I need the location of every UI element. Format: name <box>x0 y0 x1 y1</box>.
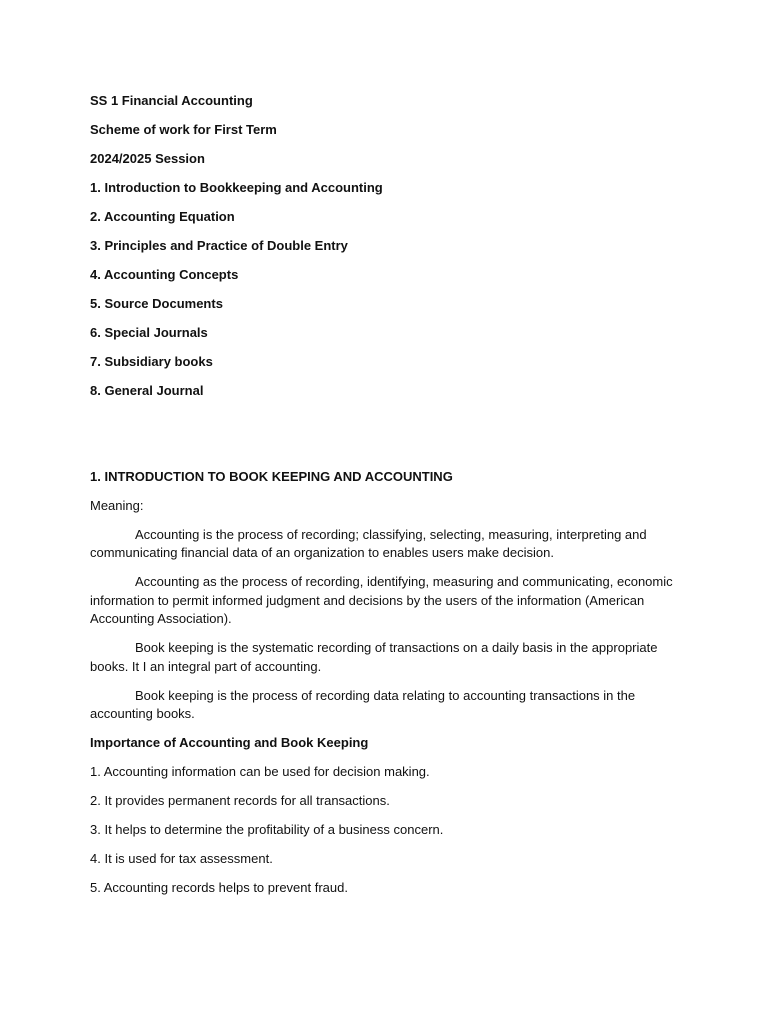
session-label: 2024/2025 Session <box>90 151 205 166</box>
definition-paragraph: Accounting is the process of recording; classifying, selecting, measuring, interpreting and communicating financial data of an organization to enables users make decision. <box>90 526 647 560</box>
importance-item: 1. Accounting information can be used for decision making. <box>90 764 430 779</box>
definition-paragraph: Book keeping is the systematic recording of transactions on a daily basis in the appropriate books. It I an integral part of accounting. <box>90 640 658 674</box>
scheme-item: 5. Source Documents <box>90 296 223 311</box>
scheme-list <box>90 179 680 401</box>
scheme-item: 1. Introduction to Bookkeeping and Accounting <box>90 180 383 195</box>
scheme-item: 7. Subsidiary books <box>90 354 213 369</box>
document-subtitle: Scheme of work for First Term <box>90 122 277 137</box>
scheme-item: 8. General Journal <box>90 383 204 398</box>
definition-paragraph: Book keeping is the process of recording data relating to accounting transactions in the accounting books. <box>90 687 636 721</box>
importance-item: 2. It provides permanent records for all transactions. <box>90 793 390 808</box>
importance-item: 3. It helps to determine the profitability of a business concern. <box>90 822 444 837</box>
importance-item: 4. It is used for tax assessment. <box>90 851 273 866</box>
document-content <box>90 92 680 908</box>
importance-item: 5. Accounting records helps to prevent fraud. <box>90 880 348 895</box>
scheme-item: 3. Principles and Practice of Double Entry <box>90 238 348 253</box>
importance-heading: Importance of Accounting and Book Keeping <box>90 735 369 750</box>
scheme-item: 4. Accounting Concepts <box>90 267 239 282</box>
section-heading: 1. INTRODUCTION TO BOOK KEEPING AND ACCOUNTING <box>90 468 453 484</box>
importance-list <box>90 763 680 898</box>
scheme-item: 6. Special Journals <box>90 325 208 340</box>
definition-paragraph: Accounting as the process of recording, identifying, measuring and communicating, economic information to permit informed judgment and decisions by the users of the information (American Accounting Association). <box>90 574 673 626</box>
meaning-label: Meaning: <box>90 497 144 513</box>
scheme-item: 2. Accounting Equation <box>90 209 235 224</box>
document-title: SS 1 Financial Accounting <box>90 93 253 108</box>
